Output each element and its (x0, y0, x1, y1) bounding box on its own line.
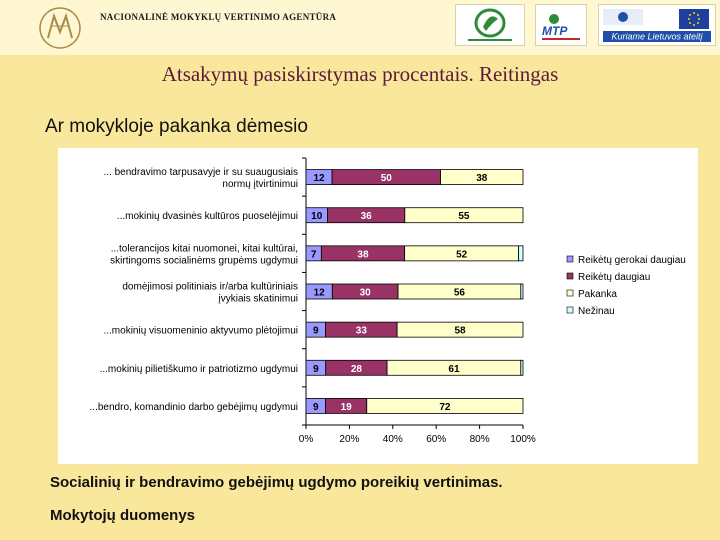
legend-label: Reikėtų gerokai daugiau (578, 255, 686, 266)
agency-logo (38, 6, 82, 50)
legend-label: Nežinau (578, 306, 615, 317)
data-label: 72 (439, 401, 451, 413)
partner-logo-eu (598, 4, 716, 46)
x-tick-label: 0% (298, 434, 314, 445)
x-tick-label: 40% (382, 434, 403, 445)
data-label: 28 (350, 363, 362, 375)
partner-logo-mtp (535, 4, 587, 46)
logo-text-3: Kuriame Lietuvos ateitį (611, 31, 703, 42)
legend-swatch (567, 273, 573, 279)
data-label: 38 (476, 173, 488, 185)
category-label: skirtingoms socialinėms grupėms ugdymui (110, 255, 298, 267)
legend-label: Pakanka (578, 289, 617, 300)
chart-caption: Socialinių ir bendravimo gebėjimų ugdymo poreikių vertinimas. (50, 474, 503, 491)
stacked-bar-chart (58, 148, 698, 464)
bar-segment (521, 284, 523, 299)
category-label: ...mokinių visuomeninio aktyvumo plėtojimui (103, 325, 298, 337)
page-title: Atsakymų pasiskirstymas procentais. Reitingas (161, 62, 559, 86)
x-tick-label: 20% (339, 434, 360, 445)
bar-segment (519, 246, 523, 261)
category-label: ...mokinių dvasinės kultūros puoselėjimui (116, 211, 298, 223)
category-label: ...bendro, komandinio darbo gebėjimų ugdymui (89, 401, 298, 413)
data-label: 12 (313, 287, 325, 299)
data-label: 10 (311, 211, 323, 223)
data-label: 50 (380, 173, 392, 185)
data-label: 9 (312, 325, 319, 337)
legend-swatch (567, 256, 573, 262)
chart-subcaption: Mokytojų duomenys (50, 507, 196, 524)
data-label: 36 (360, 211, 372, 223)
agency-name: NACIONALINĖ MOKYKLŲ VERTINIMO AGENTŪRA (100, 12, 337, 22)
header-bar (0, 0, 720, 55)
legend-label: Reikėtų daugiau (578, 272, 651, 283)
data-label: 9 (313, 363, 319, 375)
bar-segment (521, 360, 523, 375)
data-label: 61 (448, 363, 460, 375)
category-label: ... bendravimo tarpusavyje ir su suaugusiais (103, 167, 298, 179)
data-label: 19 (340, 401, 352, 413)
category-label: ...mokinių pilietiškumo ir patriotizmo ugdymui (99, 363, 298, 375)
question-text: Ar mokykloje pakanka dėmesio (45, 116, 308, 137)
data-label: 12 (313, 173, 325, 185)
category-label: įvykiais skatinimui (218, 293, 298, 305)
data-label: 55 (458, 211, 470, 223)
data-label: 33 (355, 325, 367, 337)
data-label: 9 (312, 401, 319, 413)
data-label: 38 (357, 249, 369, 261)
partner-logo-leaf (455, 4, 525, 46)
x-tick-label: 80% (469, 434, 490, 445)
legend-swatch (567, 307, 573, 313)
category-label: ...tolerancijos kitai nuomonei, kitai kultūrai, (110, 243, 298, 255)
data-label: 56 (453, 287, 465, 299)
data-label: 58 (454, 325, 466, 337)
logo-text-2: MTP (542, 24, 568, 38)
chart-panel (58, 148, 698, 464)
legend-swatch (567, 290, 573, 296)
data-label: 7 (310, 249, 317, 261)
data-label: 30 (359, 287, 371, 299)
category-label: domėjimosi politiniais ir/arba kultūriniais (122, 281, 298, 293)
x-tick-label: 100% (510, 434, 536, 445)
category-label: normų įtvirtinimui (222, 179, 298, 191)
data-label: 52 (456, 249, 468, 261)
x-tick-label: 60% (426, 434, 447, 445)
